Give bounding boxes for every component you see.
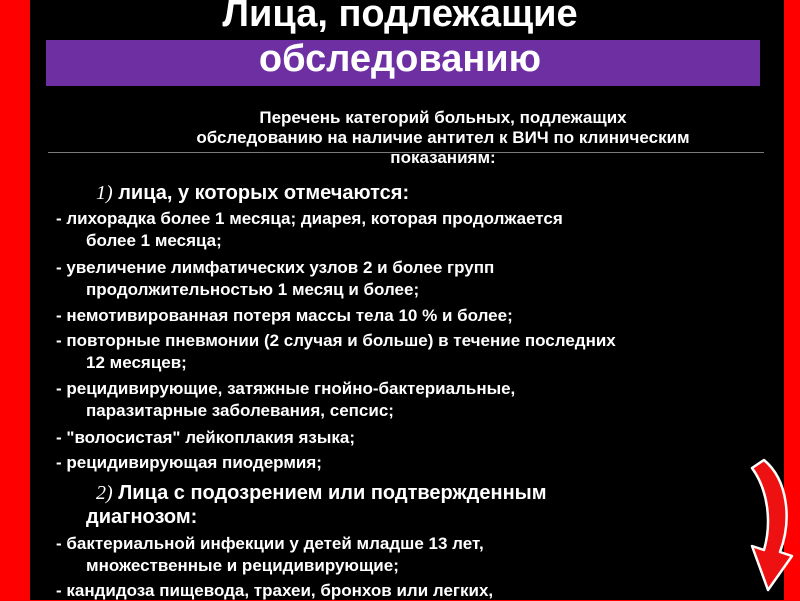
section-2-heading-line-1 bbox=[96, 481, 547, 505]
list-item: - рецидивирующая пиодермия; bbox=[56, 453, 322, 472]
list-item: - увеличение лимфатических узлов 2 и более групп bbox=[56, 258, 495, 277]
section-1-heading bbox=[96, 181, 409, 205]
section-2-number: 2) bbox=[96, 482, 113, 504]
list-item-continuation: более 1 месяца; bbox=[86, 231, 222, 250]
section-1-number: 1) bbox=[96, 182, 113, 204]
curved-arrow-down-icon[interactable] bbox=[742, 456, 798, 596]
section-1-text: лица, у которых отмечаются: bbox=[112, 182, 410, 204]
title-line-1: Лица, подлежащие bbox=[222, 0, 578, 35]
list-item: - кандидоза пищевода, трахеи, бронхов или легких, bbox=[56, 581, 494, 600]
section-2-heading-line-2: диагнозом: bbox=[86, 506, 198, 528]
list-item: - повторные пневмонии (2 случая и больше) в течение последних bbox=[56, 331, 616, 350]
list-item: - бактериальной инфекции у детей младше 13 лет, bbox=[56, 534, 484, 553]
list-item: - немотивированная потеря массы тела 10 % и более; bbox=[56, 306, 513, 325]
list-item-continuation: 12 месяцев; bbox=[86, 353, 187, 372]
subtitle-line-2: обследованию на наличие антител к ВИЧ по клиническим bbox=[196, 128, 690, 147]
list-item: - лихорадка более 1 месяца; диарея, которая продолжается bbox=[56, 209, 563, 228]
title-line-2: обследованию bbox=[258, 38, 542, 80]
list-item: - рецидивирующие, затяжные гнойно-бактериальные, bbox=[56, 379, 516, 398]
list-item-continuation: множественные и рецидивирующие; bbox=[86, 556, 399, 575]
list-item-continuation: продолжительностью 1 месяц и более; bbox=[86, 280, 420, 299]
subtitle-line-3: показаниям: bbox=[390, 148, 496, 167]
subtitle-line-1: Перечень категорий больных, подлежащих bbox=[259, 108, 627, 127]
section-2-text: Лица с подозрением или подтвержденным bbox=[112, 482, 547, 504]
list-item-continuation: паразитарные заболевания, сепсис; bbox=[86, 401, 394, 420]
list-item: - "волосистая" лейкоплакия языка; bbox=[56, 428, 355, 447]
